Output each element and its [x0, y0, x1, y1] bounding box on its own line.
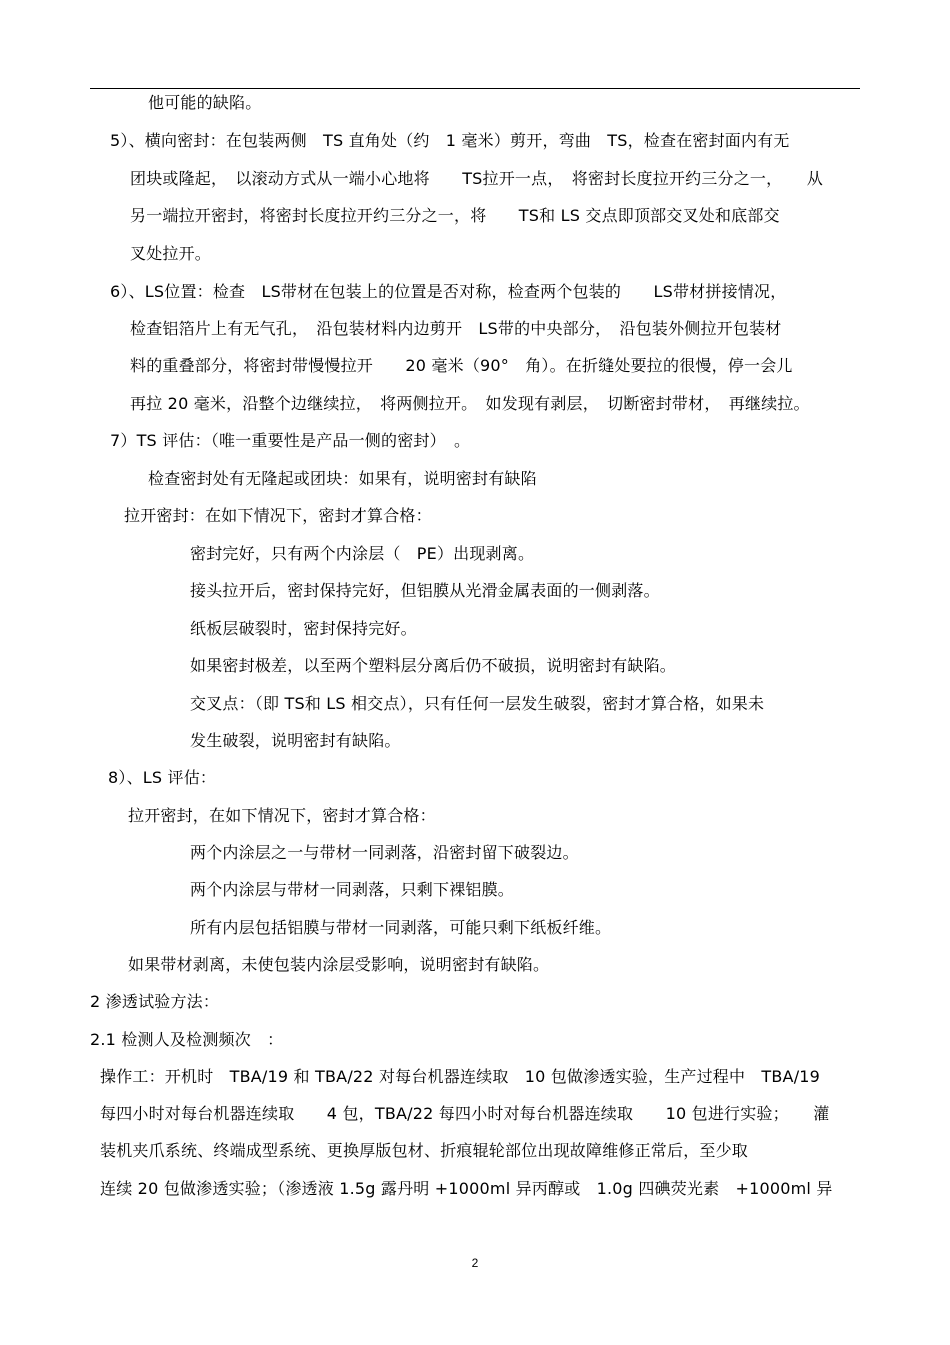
text-line: 所有内层包括铝膜与带材一同剥落，可能只剩下纸板纤维。 [190, 918, 612, 937]
header-rule [90, 88, 860, 89]
text-line: 检查密封处有无隆起或团块：如果有，说明密封有缺陷 [148, 469, 537, 488]
text-line: 叉处拉开。 [130, 244, 212, 263]
text-line: 密封完好，只有两个内涂层（ PE）出现剥离。 [190, 544, 535, 563]
text-line: 接头拉开后，密封保持完好，但铝膜从光滑金属表面的一侧剥落。 [190, 581, 660, 600]
text-line: 检查铝箔片上有无气孔， 沿包装材料内边剪开 LS带的中央部分， 沿包装外侧拉开包装材 [130, 319, 782, 338]
text-line: 8）、LS 评估： [108, 768, 217, 787]
text-line: 如果密封极差，以至两个塑料层分离后仍不破损，说明密封有缺陷。 [190, 656, 677, 675]
text-line: 2 渗透试验方法： [90, 992, 220, 1011]
text-line: 每四小时对每台机器连续取 4 包，TBA/22 每四小时对每台机器连续取 10 包进行实验； 灌 [100, 1104, 830, 1123]
text-line: 团块或隆起， 以滚动方式从一端小心地将 TS拉开一点， 将密封长度拉开约三分之一， 从 [130, 169, 823, 188]
text-line: 料的重叠部分，将密封带慢慢拉开 20 毫米（90° 角）。在折缝处要拉的很慢，停一会儿 [130, 356, 793, 375]
text-line: 拉开密封：在如下情况下，密封才算合格： [124, 506, 432, 525]
page-number: 2 [471, 1256, 479, 1270]
text-line: 如果带材剥离，未使包装内涂层受影响，说明密封有缺陷。 [128, 955, 550, 974]
text-line: 纸板层破裂时，密封保持完好。 [190, 619, 417, 638]
text-line: 另一端拉开密封，将密封长度拉开约三分之一，将 TS和 LS 交点即顶部交叉处和底部交 [130, 206, 780, 225]
text-line: 他可能的缺陷。 [148, 93, 262, 112]
text-line: 连续 20 包做渗透实验；（渗透液 1.5g 露丹明 +1000ml 异丙醇或 1.0g 四碘荧光素 +1000ml 异 [100, 1179, 833, 1198]
text-line: 交叉点：（即 TS和 LS 相交点），只有任何一层发生破裂，密封才算合格，如果未 [190, 694, 765, 713]
text-line: 两个内涂层与带材一同剥落，只剩下裸铝膜。 [190, 880, 515, 899]
text-line: 2.1 检测人及检测频次 ： [90, 1030, 284, 1049]
text-line: 两个内涂层之一与带材一同剥落，沿密封留下破裂边。 [190, 843, 579, 862]
text-line: 6）、LS位置：检查 LS带材在包装上的位置是否对称，检查两个包装的 LS带材拼接情况， [110, 282, 787, 301]
text-line: 装机夹爪系统、终端成型系统、更换厚版包材、折痕辊轮部位出现故障维修正常后，至少取 [100, 1141, 749, 1160]
text-line: 拉开密封，在如下情况下，密封才算合格： [128, 806, 436, 825]
text-line: 发生破裂，说明密封有缺陷。 [190, 731, 401, 750]
text-line: 5）、横向密封：在包装两侧 TS 直角处（约 1 毫米）剪开，弯曲 TS，检查在密封面内有无 [110, 131, 790, 150]
text-line: 7）TS 评估：（唯一重要性是产品一侧的密封） 。 [110, 431, 471, 450]
text-line: 再拉 20 毫米，沿整个边继续拉， 将两侧拉开。 如发现有剥层， 切断密封带材， 再继续拉。 [130, 394, 810, 413]
text-line: 操作工：开机时 TBA/19 和 TBA/22 对每台机器连续取 10 包做渗透实验，生产过程中 TBA/19 [100, 1067, 821, 1086]
